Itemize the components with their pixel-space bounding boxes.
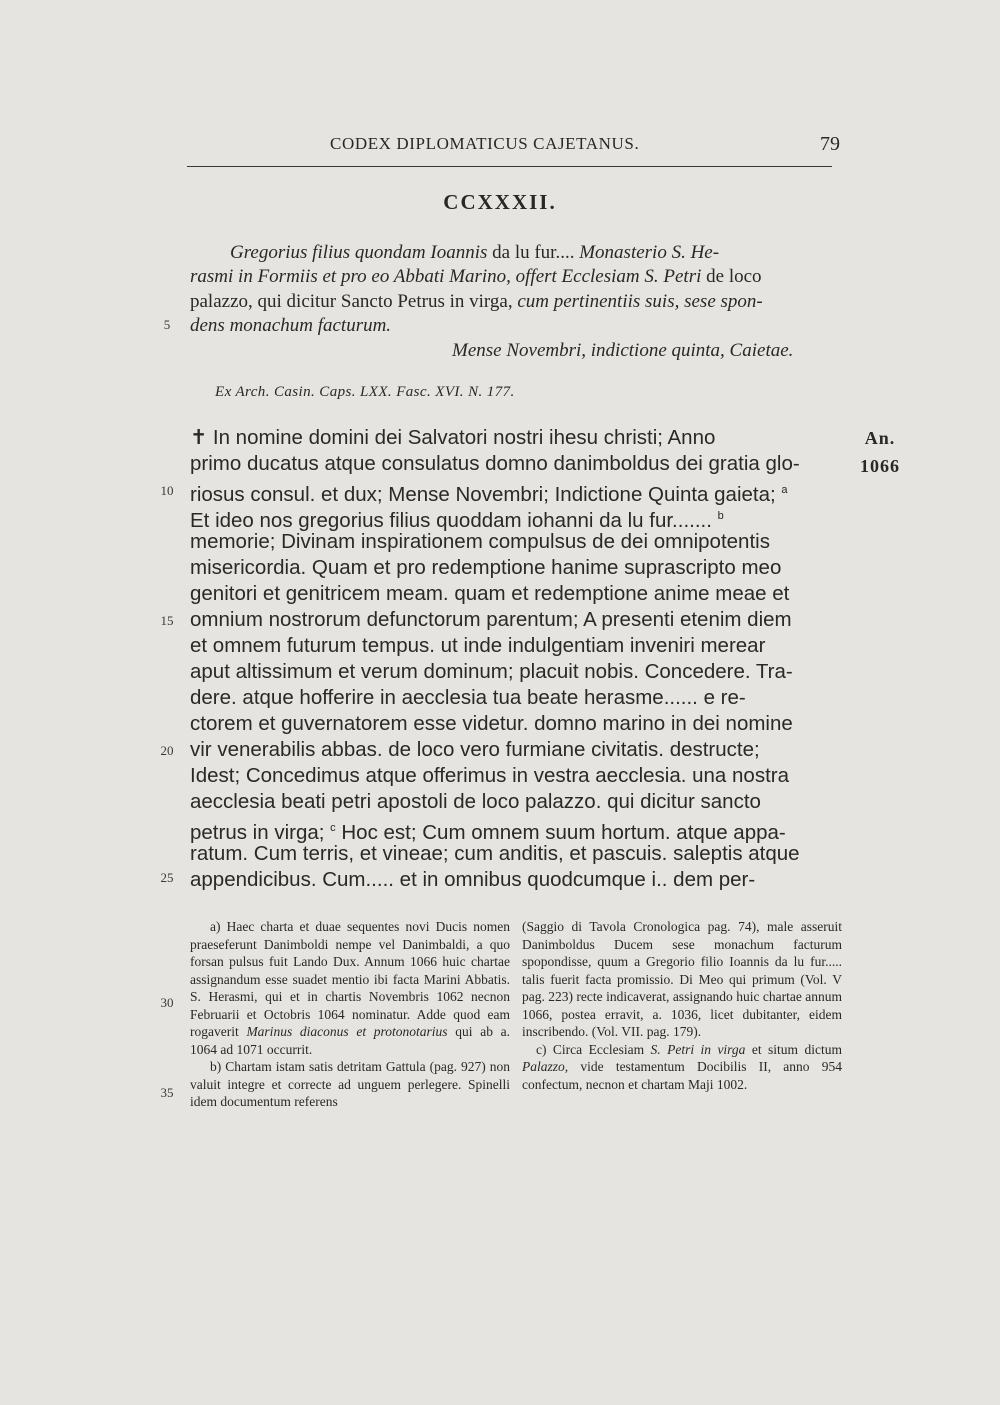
document-number: CCXXXII. bbox=[443, 190, 557, 214]
charter-line: aecclesia beati petri apostoli de loco palazzo. qui dicitur sancto bbox=[190, 790, 761, 813]
regest-line-2 bbox=[190, 264, 762, 290]
charter-line: primo ducatus atque consulatus domno danimboldus dei gratia glo- bbox=[190, 452, 800, 475]
charter-line: ✝ In nomine domini dei Salvatori nostri ihesu christi; Anno bbox=[190, 426, 716, 449]
line-number: 35 bbox=[160, 1085, 174, 1100]
charter-text: Et ideo nos gregorius filius quoddam iohanni da lu fur....... bbox=[190, 509, 712, 532]
regest-text: rasmi in Formiis et pro eo Abbati Marino, offert Ecclesiam S. Petri bbox=[190, 266, 702, 287]
charter-line: ctorem et guvernatorem esse videtur. domno marino in dei nomine bbox=[190, 712, 793, 735]
footnote-text: vide testamentum Docibilis II, anno 954 confectum, necnon et chartam Maji 1002. bbox=[522, 1059, 842, 1092]
note-mark: a bbox=[781, 484, 788, 496]
margin-year-label: An. bbox=[864, 428, 896, 448]
charter-line: Idest; Concedimus atque offerimus in vestra aecclesia. una nostra bbox=[190, 764, 789, 787]
footnote-text: a) Haec charta et duae sequentes novi Ducis nomen praeseferunt Danimboldi nempe vel Danimbaldi, a quo forsan pulsus fuit Lando Dux. Annum 1066 huic chartae assignandum esse suadet mentio ibi facta Marini Abbatis. S. Herasmi, qui et in chartis Novembris 1062 necnon Februarii et Octobris 1064 nominatur. Adde quod eam rogaverit bbox=[190, 919, 510, 1039]
source-reference: Ex Arch. Casin. Caps. LXX. Fasc. XVI. N. 177. bbox=[215, 384, 515, 400]
regest-line-1 bbox=[230, 240, 719, 266]
line-number: 30 bbox=[160, 995, 174, 1010]
footnote-italic: Palazzo, bbox=[522, 1059, 569, 1074]
charter-line: appendicibus. Cum..... et in omnibus quodcumque i.. dem per- bbox=[190, 868, 756, 891]
footnote-text: qui ab a. 1064 ad 1071 occurrit. bbox=[190, 1024, 511, 1057]
margin-year-note bbox=[845, 424, 915, 480]
footnote-b-continued: (Saggio di Tavola Cronologica pag. 74), male asseruit Danimboldus Ducem sese monachum facturum spopondisse, quum a Gregorio filio Ioannis da lu fur..... talis fuerit facta promissio. Di Meo qui primum (Vol. V pag. 223) recte indicaverat, assignando huic chartae annum 1066, postea erravit, a. 1036, licet dubitanter, eidem inscribendo. (Vol. VII. pag. 179). bbox=[522, 919, 842, 1039]
note-mark: b bbox=[717, 510, 724, 522]
page-number: 79 bbox=[820, 133, 840, 155]
margin-year-value: 1066 bbox=[860, 456, 900, 476]
charter-line: dere. atque hofferire in aecclesia tua beate herasme...... e re- bbox=[190, 686, 746, 709]
regest-text: dens monachum facturum. bbox=[190, 315, 392, 336]
footnote-italic: S. Petri in virga bbox=[650, 1041, 746, 1057]
note-mark: c bbox=[330, 822, 336, 834]
charter-line: memorie; Divinam inspirationem compulsus de dei omnipotentis bbox=[190, 530, 770, 553]
footnote-italic: Marinus diaconus et protonotarius bbox=[246, 1024, 448, 1039]
charter-text: riosus consul. et dux; Mense Novembri; Indictione Quinta gaieta; bbox=[190, 483, 776, 506]
footnote-text: et situm dictum bbox=[751, 1041, 842, 1057]
charter-text: Hoc est; Cum omnem suum hortum. atque appa- bbox=[341, 821, 786, 844]
line-number: 25 bbox=[160, 870, 174, 885]
regest-text: palazzo, qui dicitur Sancto Petrus in virga, bbox=[190, 291, 513, 312]
line-number: 5 bbox=[163, 317, 171, 332]
footnote-b: b) Chartam istam satis detritam Gattula (pag. 927) non valuit integre et correcte ad unguem perlegere. Spinelli idem documentum referens bbox=[190, 1059, 510, 1109]
charter-line: omnium nostrorum defunctorum parentum; A presenti etenim diem bbox=[190, 608, 792, 631]
charter-line: vir venerabilis abbas. de loco vero furmiane civitatis. destructe; bbox=[190, 738, 760, 761]
running-title: CODEX DIPLOMATICUS CAJETANUS. bbox=[330, 134, 640, 153]
line-number: 10 bbox=[160, 483, 174, 498]
regest-line-3 bbox=[190, 289, 763, 315]
regest-text: de loco bbox=[706, 266, 762, 287]
footnote-text: c) Circa Ecclesiam bbox=[536, 1041, 645, 1057]
footnote-a bbox=[190, 918, 510, 1058]
charter-line: ratum. Cum terris, et vineae; cum anditis, et pascuis. saleptis atque bbox=[190, 842, 800, 865]
charter-text: petrus in virga; bbox=[190, 821, 325, 844]
header-rule bbox=[187, 166, 832, 167]
regest-text: Monasterio S. He- bbox=[579, 242, 720, 263]
charter-line: misericordia. Quam et pro redemptione hanime suprascripto meo bbox=[190, 556, 782, 579]
regest-date: Mense Novembri, indictione quinta, Caietae. bbox=[452, 340, 794, 361]
charter-line: aput altissimum et verum dominum; placuit nobis. Concedere. Tra- bbox=[190, 660, 793, 683]
footnote-column-right bbox=[522, 918, 842, 1093]
regest-text: da lu fur.... bbox=[492, 242, 575, 263]
footnote-c bbox=[522, 1041, 842, 1094]
charter-line: genitori et genitricem meam. quam et redemptione anime meae et bbox=[190, 582, 790, 605]
footnote-column-left bbox=[190, 918, 510, 1111]
regest-text: cum pertinentiis suis, sese spon- bbox=[517, 291, 763, 312]
regest-line-4 bbox=[190, 313, 391, 339]
charter-line: et omnem futurum tempus. ut inde indulgentiam inveniri merear bbox=[190, 634, 766, 657]
regest-text: Gregorius filius quondam Ioannis bbox=[230, 242, 488, 263]
line-number: 15 bbox=[160, 613, 174, 628]
line-number: 20 bbox=[160, 743, 174, 758]
